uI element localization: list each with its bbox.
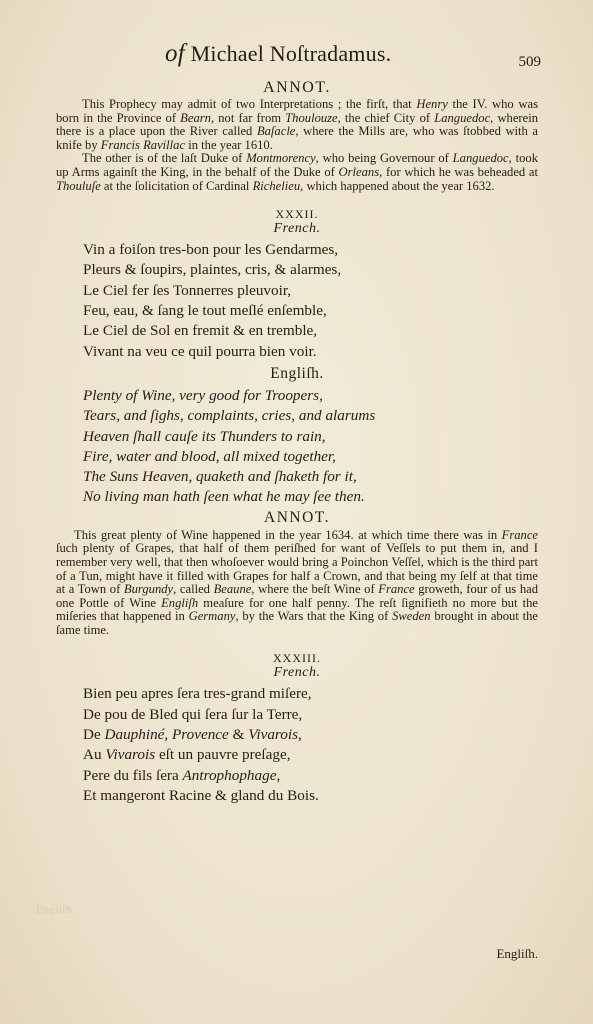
text-run: groweth, four of us had one Pottle of Wine (56, 582, 538, 610)
text-run: & (228, 726, 249, 744)
text-run: Pere du fils ſera (83, 766, 183, 784)
verse-line (83, 745, 538, 765)
text-run: , for which he was beheaded at (379, 164, 538, 179)
text-run: , (164, 726, 173, 744)
verse-line: The Suns Heaven, quaketh and ſhaketh for it, (83, 468, 357, 486)
italic-run: Francis Ravillac (100, 137, 186, 152)
text-run: The other is of the laſt Duke of (82, 151, 247, 166)
italic-run: Germany (188, 609, 236, 624)
french-label: French. (273, 665, 321, 681)
annotation-paragraph (56, 529, 538, 638)
italic-run: France (378, 582, 415, 597)
page-number: 509 (518, 54, 541, 70)
text-run: This great plenty of Wine happened in the year 1634. at which time there was in (74, 527, 502, 542)
verse-line: Heaven ſhall cauſe its Thunders to rain, (83, 427, 326, 445)
text-run: , by the Wars that the King of (235, 609, 393, 624)
french-verse (83, 684, 538, 806)
verse-line (83, 240, 538, 260)
verse-line: Plenty of Wine, very good for Troopers, (83, 386, 323, 404)
verse-line: Tears, and ſighs, complaints, cries, and alarums (83, 407, 376, 425)
text-run: Vin a foiſon tres-bon pour les Gendarmes, (83, 241, 339, 259)
annotation-heading: ANNOT. (263, 79, 331, 96)
text-run: Vivant na veu ce quil pourra bien voir. (83, 342, 317, 360)
verse-line (83, 725, 538, 745)
text-run: in the year 1610. (185, 137, 273, 152)
italic-run: Vivarois (105, 746, 156, 764)
text-run: , where the Mills are, who was ſtobbed with a knife by (56, 124, 539, 152)
catchword: Engliſh. (496, 946, 538, 961)
running-title-main: Michael Noſtradamus. (190, 41, 392, 66)
text-run: ſuch plenty of Grapes, that half of them periſhed for want of Veſſels to put them in, and I remember very well, that then whoſoever would bring a Poinchon Veſſel, which is the third part of a Tun, might have it filled with Grapes for half a Crown, and that being my ſelf at that time at a Town of (56, 541, 538, 597)
verse-line: No living man hath ſeen what he may ſee then. (83, 488, 365, 506)
italic-run: Sweden (392, 609, 431, 624)
french-verse (83, 240, 538, 362)
italic-run: Antrophophage (182, 766, 277, 784)
verse-line (83, 705, 538, 725)
verse-line (83, 342, 538, 362)
text-run: De (83, 726, 105, 744)
italic-run: France (501, 527, 538, 542)
english-label: Engliſh. (270, 364, 324, 382)
italic-run: Montmorency (246, 151, 316, 166)
text-run: , which happened about the year 1632. (300, 178, 495, 193)
quatrain-number: XXXIII. (273, 651, 321, 666)
text-run: meaſure for one half penny. The reſt ſignifieth no more but the miſeries that happened in (56, 595, 538, 624)
annotation-paragraph (56, 152, 538, 193)
italic-run: Thoulouze (285, 110, 338, 125)
running-title-prefix: of (165, 40, 185, 67)
italic-run: Orleans (338, 164, 380, 179)
annotation-text (56, 98, 538, 193)
italic-run: Thouluſe (56, 178, 101, 193)
page-body (56, 79, 538, 806)
annotation-text (56, 529, 538, 638)
annotation-heading: ANNOT. (264, 508, 330, 526)
italic-run: Burgundy (123, 582, 174, 597)
italic-run: Beaune (213, 582, 252, 597)
english-verse (83, 386, 538, 508)
text-run: , who being Governour of (315, 151, 453, 166)
text-run: Et mangeront Racine & gland du Bois. (83, 786, 319, 804)
verse-line (83, 260, 538, 280)
italic-run: Engliſh (161, 595, 199, 610)
french-label: French. (273, 221, 321, 237)
text-run: eſt un pauvre preſage, (155, 746, 291, 764)
text-run: Pleurs & ſoupirs, plaintes, cris, & alarmes, (83, 261, 342, 279)
text-run: at the ſolicitation of Cardinal (100, 178, 253, 193)
verse-line (83, 766, 538, 786)
text-run: brought in about the ſame time. (56, 609, 538, 637)
running-title (165, 40, 391, 68)
text-run: , not far from (210, 110, 286, 125)
italic-run: Henry (416, 97, 448, 111)
text-run: Bien peu apres ſera tres-grand miſere, (83, 685, 312, 703)
text-run: , called (173, 582, 214, 597)
verse-line (83, 684, 538, 704)
italic-run: Languedoc (434, 110, 491, 125)
italic-run: Vivarois (248, 726, 298, 744)
text-run: , wherein there is a place upon the River called (56, 110, 539, 139)
italic-run: Baſacle (256, 124, 296, 139)
text-run: , (276, 766, 281, 784)
italic-run: Bearn (180, 110, 211, 125)
italic-run: Provence (172, 726, 229, 744)
verse-line: Fire, water and blood, all mixed together, (83, 447, 336, 465)
verse-line (83, 301, 538, 321)
annotation-paragraph (56, 98, 538, 152)
verse-line (83, 281, 538, 301)
page-header (0, 40, 593, 80)
text-run: , where the beſt Wine of (251, 582, 379, 597)
text-run: Au (83, 746, 106, 764)
text-run: This Prophecy may admit of two Interpretations ; the firſt, that (82, 97, 417, 111)
text-run: , (298, 726, 302, 744)
italic-run: Richelieu (252, 178, 301, 193)
verse-line (83, 786, 538, 806)
text-run: De pou de Bled qui ſera ſur la Terre, (83, 705, 303, 723)
italic-run: Languedoc (452, 151, 509, 166)
text-run: , took up Arms againſt the King, in the behalf of the Duke of (56, 151, 539, 179)
text-run: Le Ciel fer ſes Tonnerres pleuvoir, (83, 281, 292, 299)
text-run: Le Ciel de Sol en fremit & en tremble, (83, 322, 318, 340)
text-run: the IV. who was born in the Province of (56, 97, 538, 125)
bleed-through-text: Engliſh. (36, 902, 75, 916)
verse-line (83, 321, 538, 341)
text-run: Feu, eau, & ſang le tout meſlé enſemble, (83, 302, 327, 320)
text-run: , the chief City of (337, 110, 435, 125)
quatrain-number: XXXII. (275, 207, 319, 222)
italic-run: Dauphiné (104, 726, 165, 744)
